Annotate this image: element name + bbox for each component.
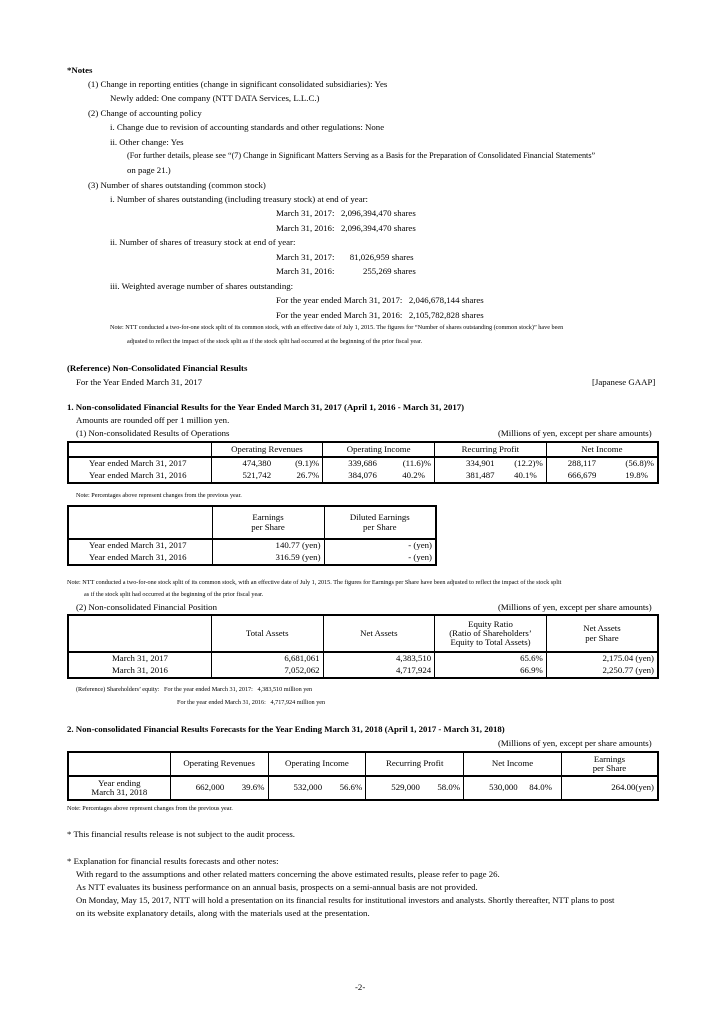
cell-change: 84.0% xyxy=(529,782,552,793)
table-row xyxy=(68,457,658,470)
table-row xyxy=(68,776,658,800)
note-1a: Newly added: One company (NTT DATA Services, L.L.C.) xyxy=(110,93,320,103)
cell-equity-ratio: 65.6% xyxy=(435,652,547,665)
cell-equity-ratio: 66.9% xyxy=(435,665,547,678)
ops-header-revenues: Operating Revenues xyxy=(211,442,323,457)
note-2i: i. Change due to revision of accounting standards and other regulations: None xyxy=(110,122,385,132)
note-1: (1) Change in reporting entities (change in significant consolidated subsidiaries): Yes xyxy=(88,79,388,89)
table-row xyxy=(68,539,436,552)
pos-header-blank xyxy=(68,615,211,652)
note-3ii: ii. Number of shares of treasury stock at end of year: xyxy=(110,237,296,247)
position-title: (2) Non-consolidated Financial Position xyxy=(76,602,217,612)
ops-note: Note: Percentages above represent changes from the previous year. xyxy=(76,492,242,499)
rounding-note: Amounts are rounded off per 1 million yen. xyxy=(76,415,230,425)
cell-change: 56.6% xyxy=(339,782,363,793)
cell-value: 521,742 xyxy=(242,470,272,481)
row-label: Year ended March 31, 2016 xyxy=(68,470,211,483)
note-3iii-a: For the year ended March 31, 2017: 2,046,678,144 shares xyxy=(276,295,484,305)
forecast-note: Note: Percentages above represent changes from the previous year. xyxy=(67,805,233,812)
section1-heading: 1. Non-consolidated Financial Results for the Year Ended March 31, 2017 (April 1, 2016 - March 31, 2017) xyxy=(67,402,465,412)
cell-change: 19.8% xyxy=(625,470,648,481)
operations-table xyxy=(67,441,659,484)
cell-change: (56.8)% xyxy=(625,458,654,469)
note-3iii-b: For the year ended March 31, 2016: 2,105,782,828 shares xyxy=(276,310,484,320)
cell-value: 381,487 xyxy=(465,470,495,481)
gaap-label: [Japanese GAAP] xyxy=(592,377,656,387)
cell-change: 40.1% xyxy=(514,470,537,481)
note-2ii-a: (For further details, please see “(7) Change in Significant Matters Serving as a Basis for the Preparation of Consolidated Financial Statements” xyxy=(127,151,596,160)
table-row xyxy=(68,552,436,565)
notes-heading: *Notes xyxy=(67,65,93,75)
note-2: (2) Change of accounting policy xyxy=(88,108,202,118)
eps-note-a: Note: NTT conducted a two-for-one stock split of its common stock, with an effective date of July 1, 2015. The figures for Earnings per Share have been adjusted to reflect the impact of the stock split xyxy=(67,579,562,586)
pos-header-total-assets: Total Assets xyxy=(211,615,323,652)
cell-eps: 316.59 (yen) xyxy=(212,552,324,565)
eps-note-b: as if the stock split had occurred at the beginning of the prior fiscal year. xyxy=(84,591,264,598)
audit-note: * This financial results release is not subject to the audit process. xyxy=(67,829,296,839)
equity-ref-b: For the year ended March 31, 2016: 4,717,924 million yen xyxy=(177,699,326,706)
cell-eps: 264.00(yen) xyxy=(561,776,658,800)
explanation-a: With regard to the assumptions and other related matters concerning the above estimated results, please refer to page 26. xyxy=(76,869,500,879)
row-label: March 31, 2016 xyxy=(68,665,211,678)
fc-header-eps: Earnings per Share xyxy=(561,752,658,776)
note-3i-a: March 31, 2017: 2,096,394,470 shares xyxy=(276,208,416,218)
row-label: Year ended March 31, 2016 xyxy=(68,552,212,565)
cell-total-assets: 7,052,062 xyxy=(211,665,323,678)
forecast-units: (Millions of yen, except per share amounts) xyxy=(498,738,652,748)
cell-nav-per-share: 2,250.77 (yen) xyxy=(546,665,658,678)
cell-diluted: - (yen) xyxy=(324,539,436,552)
fc-header-recurring: Recurring Profit xyxy=(366,752,464,776)
cell-value: 474,380 xyxy=(242,458,272,469)
eps-table xyxy=(67,505,437,566)
position-units: (Millions of yen, except per share amounts) xyxy=(498,602,652,612)
explanation-c: On Monday, May 15, 2017, NTT will hold a presentation on its financial results for institutional investors and analysts. Shortly thereafter, NTT plans to post xyxy=(76,895,615,905)
cell-value: 288,117 xyxy=(567,458,597,469)
cell-value: 384,076 xyxy=(348,470,377,481)
ops-header-income: Operating Income xyxy=(323,442,435,457)
note-3ii-a: March 31, 2017: 81,026,959 shares xyxy=(276,252,414,262)
eps-header-blank xyxy=(68,506,212,539)
ops-units: (Millions of yen, except per share amounts) xyxy=(498,428,652,438)
cell-value: 529,000 xyxy=(391,782,420,793)
cell-change: 40.2% xyxy=(402,470,425,481)
table-row xyxy=(68,665,658,678)
cell-nav-per-share: 2,175.04 (yen) xyxy=(546,652,658,665)
note-2ii-b: on page 21.) xyxy=(127,165,171,175)
explanation-b: As NTT evaluates its business performance on an annual basis, prospects on a semi-annual basis are not provided. xyxy=(76,882,478,892)
cell-diluted: - (yen) xyxy=(324,552,436,565)
pos-header-nav-per-share: Net Assets per Share xyxy=(546,615,658,652)
row-label: Year ending March 31, 2018 xyxy=(68,776,170,800)
row-label: March 31, 2017 xyxy=(68,652,211,665)
explanation-d: on its website explanatory details, along with the materials used at the presentation. xyxy=(76,908,370,918)
fc-header-blank xyxy=(68,752,170,776)
reference-heading: (Reference) Non-Consolidated Financial Results xyxy=(67,363,248,373)
note-2ii: ii. Other change: Yes xyxy=(110,137,184,147)
cell-change: (9.1)% xyxy=(295,458,320,469)
explanation-heading: * Explanation for financial results forecasts and other notes: xyxy=(67,856,279,866)
note-3: (3) Number of shares outstanding (common stock) xyxy=(88,180,266,190)
pos-header-equity-ratio: Equity Ratio (Ratio of Shareholders’ Equity to Total Assets) xyxy=(435,615,547,652)
note-3i-b: March 31, 2016: 2,096,394,470 shares xyxy=(276,223,416,233)
shares-note-b: adjusted to reflect the impact of the stock split as if the stock split had occurred at the beginning of the prior fiscal year. xyxy=(127,338,423,345)
cell-value: 530,000 xyxy=(489,782,518,793)
note-3ii-b: March 31, 2016: 255,269 shares xyxy=(276,266,416,276)
cell-change: (12.2)% xyxy=(514,458,543,469)
cell-change: 26.7% xyxy=(296,470,320,481)
cell-value: 334,901 xyxy=(465,458,495,469)
cell-value: 666,679 xyxy=(567,470,597,481)
cell-value: 662,000 xyxy=(195,782,225,793)
eps-header-diluted: Diluted Earnings per Share xyxy=(324,506,436,539)
cell-total-assets: 6,681,061 xyxy=(211,652,323,665)
ops-header-blank xyxy=(68,442,211,457)
cell-net-assets: 4,717,924 xyxy=(323,665,435,678)
reference-period: For the Year Ended March 31, 2017 xyxy=(76,377,203,387)
ops-header-recurring: Recurring Profit xyxy=(434,442,546,457)
pos-header-net-assets: Net Assets xyxy=(323,615,435,652)
cell-change: 58.0% xyxy=(437,782,461,793)
forecast-table xyxy=(67,751,659,801)
note-3i: i. Number of shares outstanding (including treasury stock) at end of year: xyxy=(110,194,368,204)
fc-header-net: Net Income xyxy=(464,752,562,776)
cell-value: 532,000 xyxy=(293,782,323,793)
fc-header-income: Operating Income xyxy=(268,752,366,776)
page-number: -2- xyxy=(355,982,366,992)
row-label: Year ended March 31, 2017 xyxy=(68,457,211,470)
cell-change: (11.6)% xyxy=(402,458,431,469)
shares-note-a: Note: NTT conducted a two-for-one stock split of its common stock, with an effective date of July 1, 2015. The figures for “Number of shares outstanding (common stock)” have been xyxy=(110,324,564,331)
fc-header-revenues: Operating Revenues xyxy=(170,752,268,776)
cell-eps: 140.77 (yen) xyxy=(212,539,324,552)
equity-ref-a: (Reference) Shareholders’ equity: For the year ended March 31, 2017: 4,383,510 million yen xyxy=(76,686,313,693)
cell-change: 39.6% xyxy=(241,782,265,793)
ops-header-net: Net Income xyxy=(546,442,658,457)
cell-value: 339,686 xyxy=(348,458,377,469)
ops-title: (1) Non-consolidated Results of Operations xyxy=(76,428,230,438)
eps-header-eps: Earnings per Share xyxy=(212,506,324,539)
row-label: Year ended March 31, 2017 xyxy=(68,539,212,552)
table-row xyxy=(68,470,658,483)
section2-heading: 2. Non-consolidated Financial Results Forecasts for the Year Ending March 31, 2018 (April 1, 2017 - March 31, 2018) xyxy=(67,724,505,734)
table-row xyxy=(68,652,658,665)
note-3iii: iii. Weighted average number of shares outstanding: xyxy=(110,281,294,291)
cell-net-assets: 4,383,510 xyxy=(323,652,435,665)
position-table xyxy=(67,614,659,679)
